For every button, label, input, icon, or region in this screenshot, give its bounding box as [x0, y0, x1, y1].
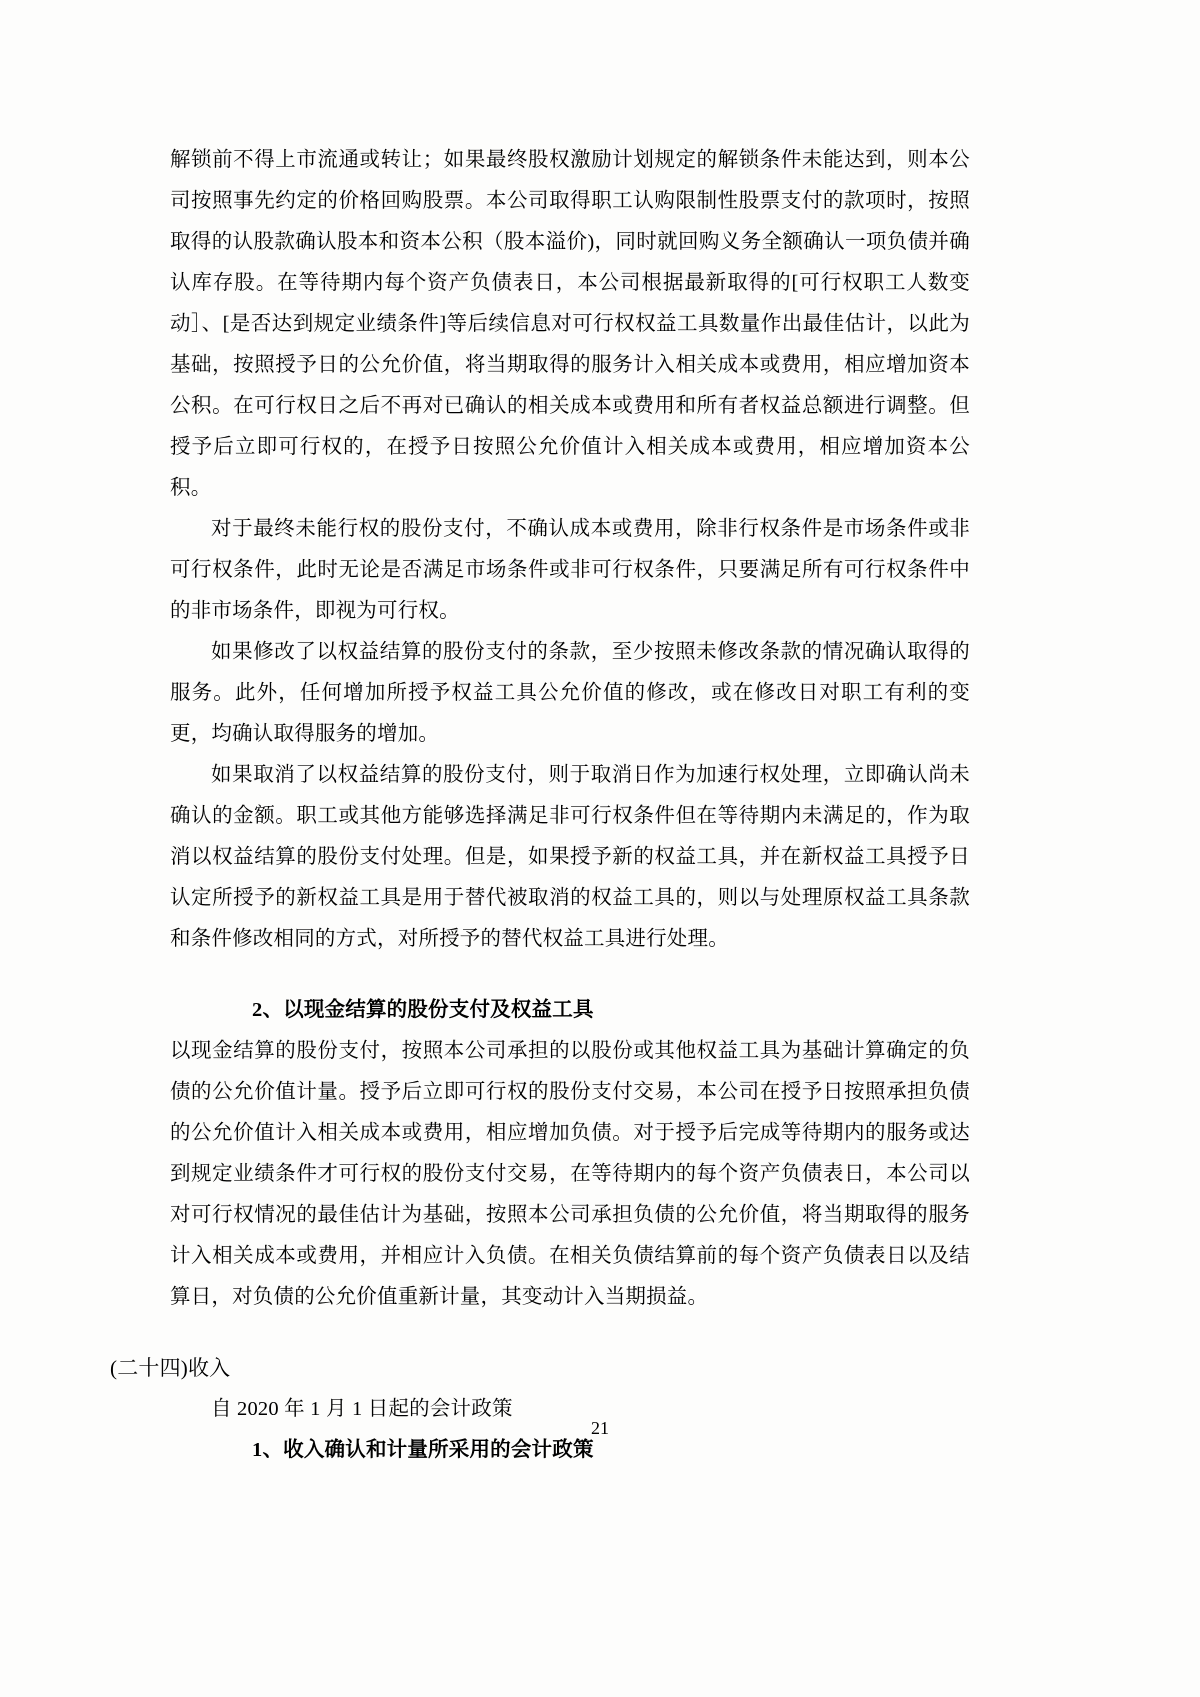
paragraph-3: 如果修改了以权益结算的股份支付的条款，至少按照未修改条款的情况确认取得的服务。此外，任何增加所授予权益工具公允价值的修改，或在修改日对职工有利的变更，均确认取得服务的增加。: [170, 641, 970, 745]
section-item-number: 1、: [252, 1439, 284, 1461]
page-content: [110, 140, 970, 1471]
section-item-title: 收入确认和计量所采用的会计政策: [283, 1439, 594, 1461]
subsection-paragraph: 以现金结算的股份支付，按照本公司承担的以股份或其他权益工具为基础计算确定的负债的公允价值计量。授予后立即可行权的股份支付交易，本公司在授予日按照承担负债的公允价值计入相关成本或费用，相应增加负债。对于授予后完成等待期内的服务或达到规定业绩条件才可行权的股份支付交易，在等待期内的每个资产负债表日，本公司以对可行权情况的最佳估计为基础，按照本公司承担负债的公允价值，将当期取得的服务计入相关成本或费用，并相应计入负债。在相关负债结算前的每个资产负债表日以及结算日，对负债的公允价值重新计量，其变动计入当期损益。: [170, 1040, 970, 1308]
policy-note: 自 2020 年 1 月 1 日起的会计政策: [211, 1398, 513, 1420]
subsection-heading: [170, 990, 970, 1031]
paragraph-2: 对于最终未能行权的股份支付，不确认成本或费用，除非行权条件是市场条件或非可行权条件，此时无论是否满足市场条件或非可行权条件，只要满足所有可行权条件中的非市场条件，即视为可行权。: [170, 518, 970, 622]
paragraph-4: 如果取消了以权益结算的股份支付，则于取消日作为加速行权处理，立即确认尚未确认的金额。职工或其他方能够选择满足非可行权条件但在等待期内未满足的，作为取消以权益结算的股份支付处理。但是，如果授予新的权益工具，并在新权益工具授予日认定所授予的新权益工具是用于替代被取消的权益工具的，则以与处理原权益工具条款和条件修改相同的方式，对所授予的替代权益工具进行处理。: [170, 764, 970, 950]
subsection-number: 2、: [252, 999, 284, 1021]
paragraph-1: 解锁前不得上市流通或转让；如果最终股权激励计划规定的解锁条件未能达到，则本公司按照事先约定的价格回购股票。本公司取得职工认购限制性股票支付的款项时，按照取得的认股款确认股本和资本公积（股本溢价)，同时就回购义务全额确认一项负债并确认库存股。在等待期内每个资产负债表日，本公司根据最新取得的[可行权职工人数变动］、[是否达到规定业绩条件]等后续信息对可行权权益工具数量作出最佳估计，以此为基础，按照授予日的公允价值，将当期取得的服务计入相关成本或费用，相应增加资本公积。在可行权日之后不再对已确认的相关成本或费用和所有者权益总额进行调整。但授予后立即可行权的，在授予日按照公允价值计入相关成本或费用，相应增加资本公积。: [170, 149, 970, 499]
spacer-2: [170, 1318, 970, 1348]
spacer: [170, 960, 970, 990]
section-heading: (二十四)收入: [110, 1356, 231, 1380]
subsection-title: 以现金结算的股份支付及权益工具: [283, 999, 594, 1021]
page-number: 21: [591, 1418, 609, 1438]
